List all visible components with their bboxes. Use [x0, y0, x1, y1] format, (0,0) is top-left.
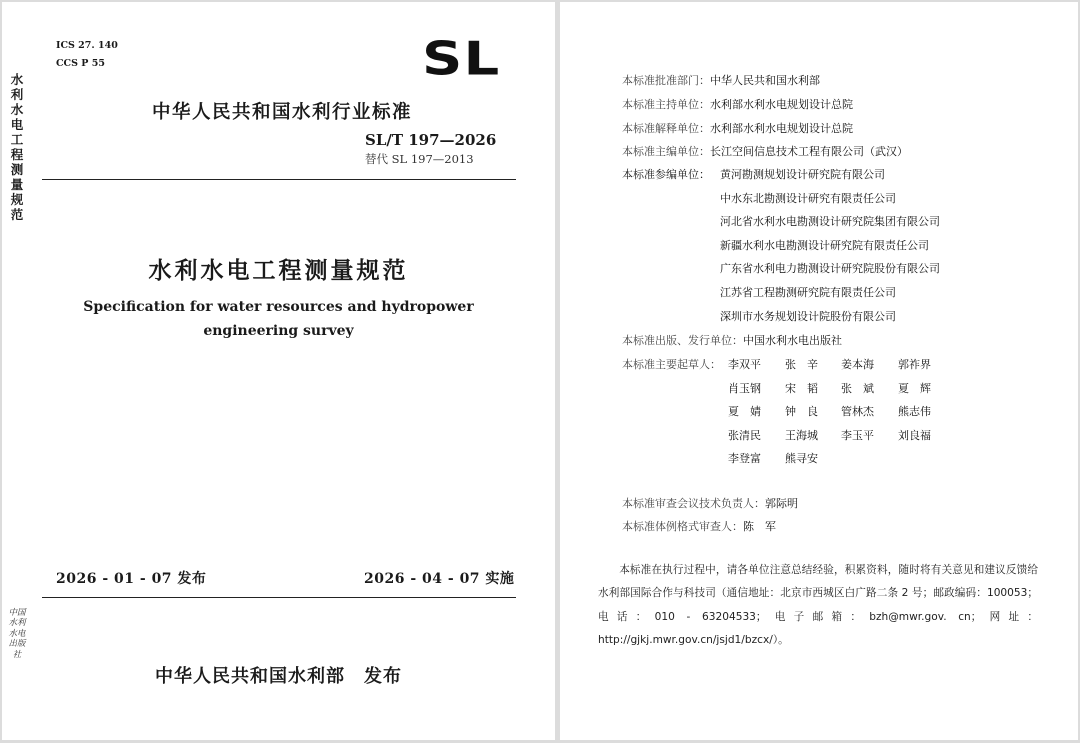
- drafter-name: 李双平: [728, 358, 761, 371]
- drafter-name: 夏 辉: [898, 382, 931, 395]
- participant-unit: 黄河勘测规划设计研究院有限公司: [720, 168, 885, 181]
- participants-label: 本标准参编单位：: [622, 168, 710, 181]
- drafter-name: 熊寻安: [785, 452, 818, 465]
- interpret-value: 水利部水利水电规划设计总院: [710, 122, 853, 135]
- participant-unit: 新疆水利水电勘测设计研究院有限责任公司: [720, 239, 929, 252]
- review-row: [622, 497, 798, 511]
- issue-date: 2026 - 01 - 07 发布: [56, 571, 207, 587]
- approval-value: 中华人民共和国水利部: [710, 74, 820, 87]
- participant-unit: 江苏省工程勘测研究院有限责任公司: [720, 286, 896, 299]
- standard-number: SL/T 197—2026: [365, 131, 497, 149]
- participant-unit: 中水东北勘测设计研究有限责任公司: [720, 192, 896, 205]
- host-value: 水利部水利水电规划设计总院: [710, 98, 853, 111]
- drafter-name: 刘良福: [898, 429, 931, 442]
- spine-title: 水利水电工程测量规范: [10, 72, 24, 222]
- publisher-row: [622, 334, 842, 348]
- drafter-name: 张 斌: [841, 382, 874, 395]
- drafter-name: 王海城: [785, 429, 818, 442]
- chief-editor-row: [622, 145, 908, 159]
- drafter-name: 李登富: [728, 452, 761, 465]
- ccs-code: CCS P 55: [56, 58, 105, 69]
- title-english-line2: engineering survey: [203, 323, 354, 339]
- publisher-line: 中华人民共和国水利部 发布: [155, 666, 402, 687]
- drafter-name: 管林杰: [841, 405, 874, 418]
- participant-unit: 河北省水利水电勘测设计研究院集团有限公司: [720, 215, 940, 228]
- chief-editor-label: 本标准主编单位：: [622, 145, 710, 158]
- format-row: [622, 520, 776, 534]
- participant-unit: 广东省水利电力勘测设计研究院股份有限公司: [720, 262, 940, 275]
- feedback-notice: 本标准在执行过程中，请各单位注意总结经验，积累资料，随时将有关意见和建议反馈给水利部国际合作与科技司（通信地址：北京市西城区白广路二条 2 号；邮政编码：100053；电话：010 - 63204533；电子邮箱：bzh@mwr.gov. cn；网址：http://gjkj.mwr.gov.cn/jsjd1/bzcx/）。: [598, 564, 1038, 646]
- ics-code: ICS 27. 140: [56, 40, 118, 51]
- approval-label: 本标准批准部门：: [622, 74, 710, 87]
- sl-logo: SL: [422, 32, 501, 86]
- chief-editor-value: 长江空间信息技术工程有限公司（武汉）: [710, 145, 908, 158]
- drafter-name: 熊志伟: [898, 405, 931, 418]
- interpret-row: [622, 122, 853, 136]
- drafter-name: 夏 婧: [728, 405, 761, 418]
- drafter-name: 张清民: [728, 429, 761, 442]
- drafter-name: 张 辛: [785, 358, 818, 371]
- title-english-line1: Specification for water resources and hydropower: [83, 299, 474, 315]
- drafter-name: 钟 良: [785, 405, 818, 418]
- participant-unit: 深圳市水务规划设计院股份有限公司: [720, 310, 896, 323]
- approval-row: [622, 74, 820, 88]
- drafter-name: 李玉平: [841, 429, 874, 442]
- cover-page: [2, 2, 555, 740]
- effective-date: 2026 - 04 - 07 实施: [364, 571, 515, 587]
- drafter-name: 宋 韬: [785, 382, 818, 395]
- publisher-label: 本标准出版、发行单位：: [622, 334, 743, 347]
- spine-publisher: 中国水利水电出版社: [8, 608, 26, 660]
- review-label: 本标准审查会议技术负责人：: [622, 497, 765, 510]
- drafter-name: 郭祚界: [898, 358, 931, 371]
- drafter-name: 姜本海: [841, 358, 874, 371]
- top-divider: [42, 179, 516, 180]
- drafter-name: 肖玉钢: [728, 382, 761, 395]
- bottom-divider: [42, 597, 516, 598]
- drafters-label: 本标准主要起草人：: [622, 358, 721, 371]
- host-row: [622, 98, 853, 112]
- credits-page: [560, 2, 1078, 740]
- review-value: 郭际明: [765, 497, 798, 510]
- industry-standard-title: 中华人民共和国水利行业标准: [152, 102, 413, 123]
- format-value: 陈 军: [743, 520, 776, 533]
- host-label: 本标准主持单位：: [622, 98, 710, 111]
- replaces-note: 替代 SL 197—2013: [365, 152, 474, 166]
- interpret-label: 本标准解释单位：: [622, 122, 710, 135]
- title-chinese: 水利水电工程测量规范: [148, 258, 409, 284]
- format-label: 本标准体例格式审查人：: [622, 520, 743, 533]
- publisher-value: 中国水利水电出版社: [743, 334, 842, 347]
